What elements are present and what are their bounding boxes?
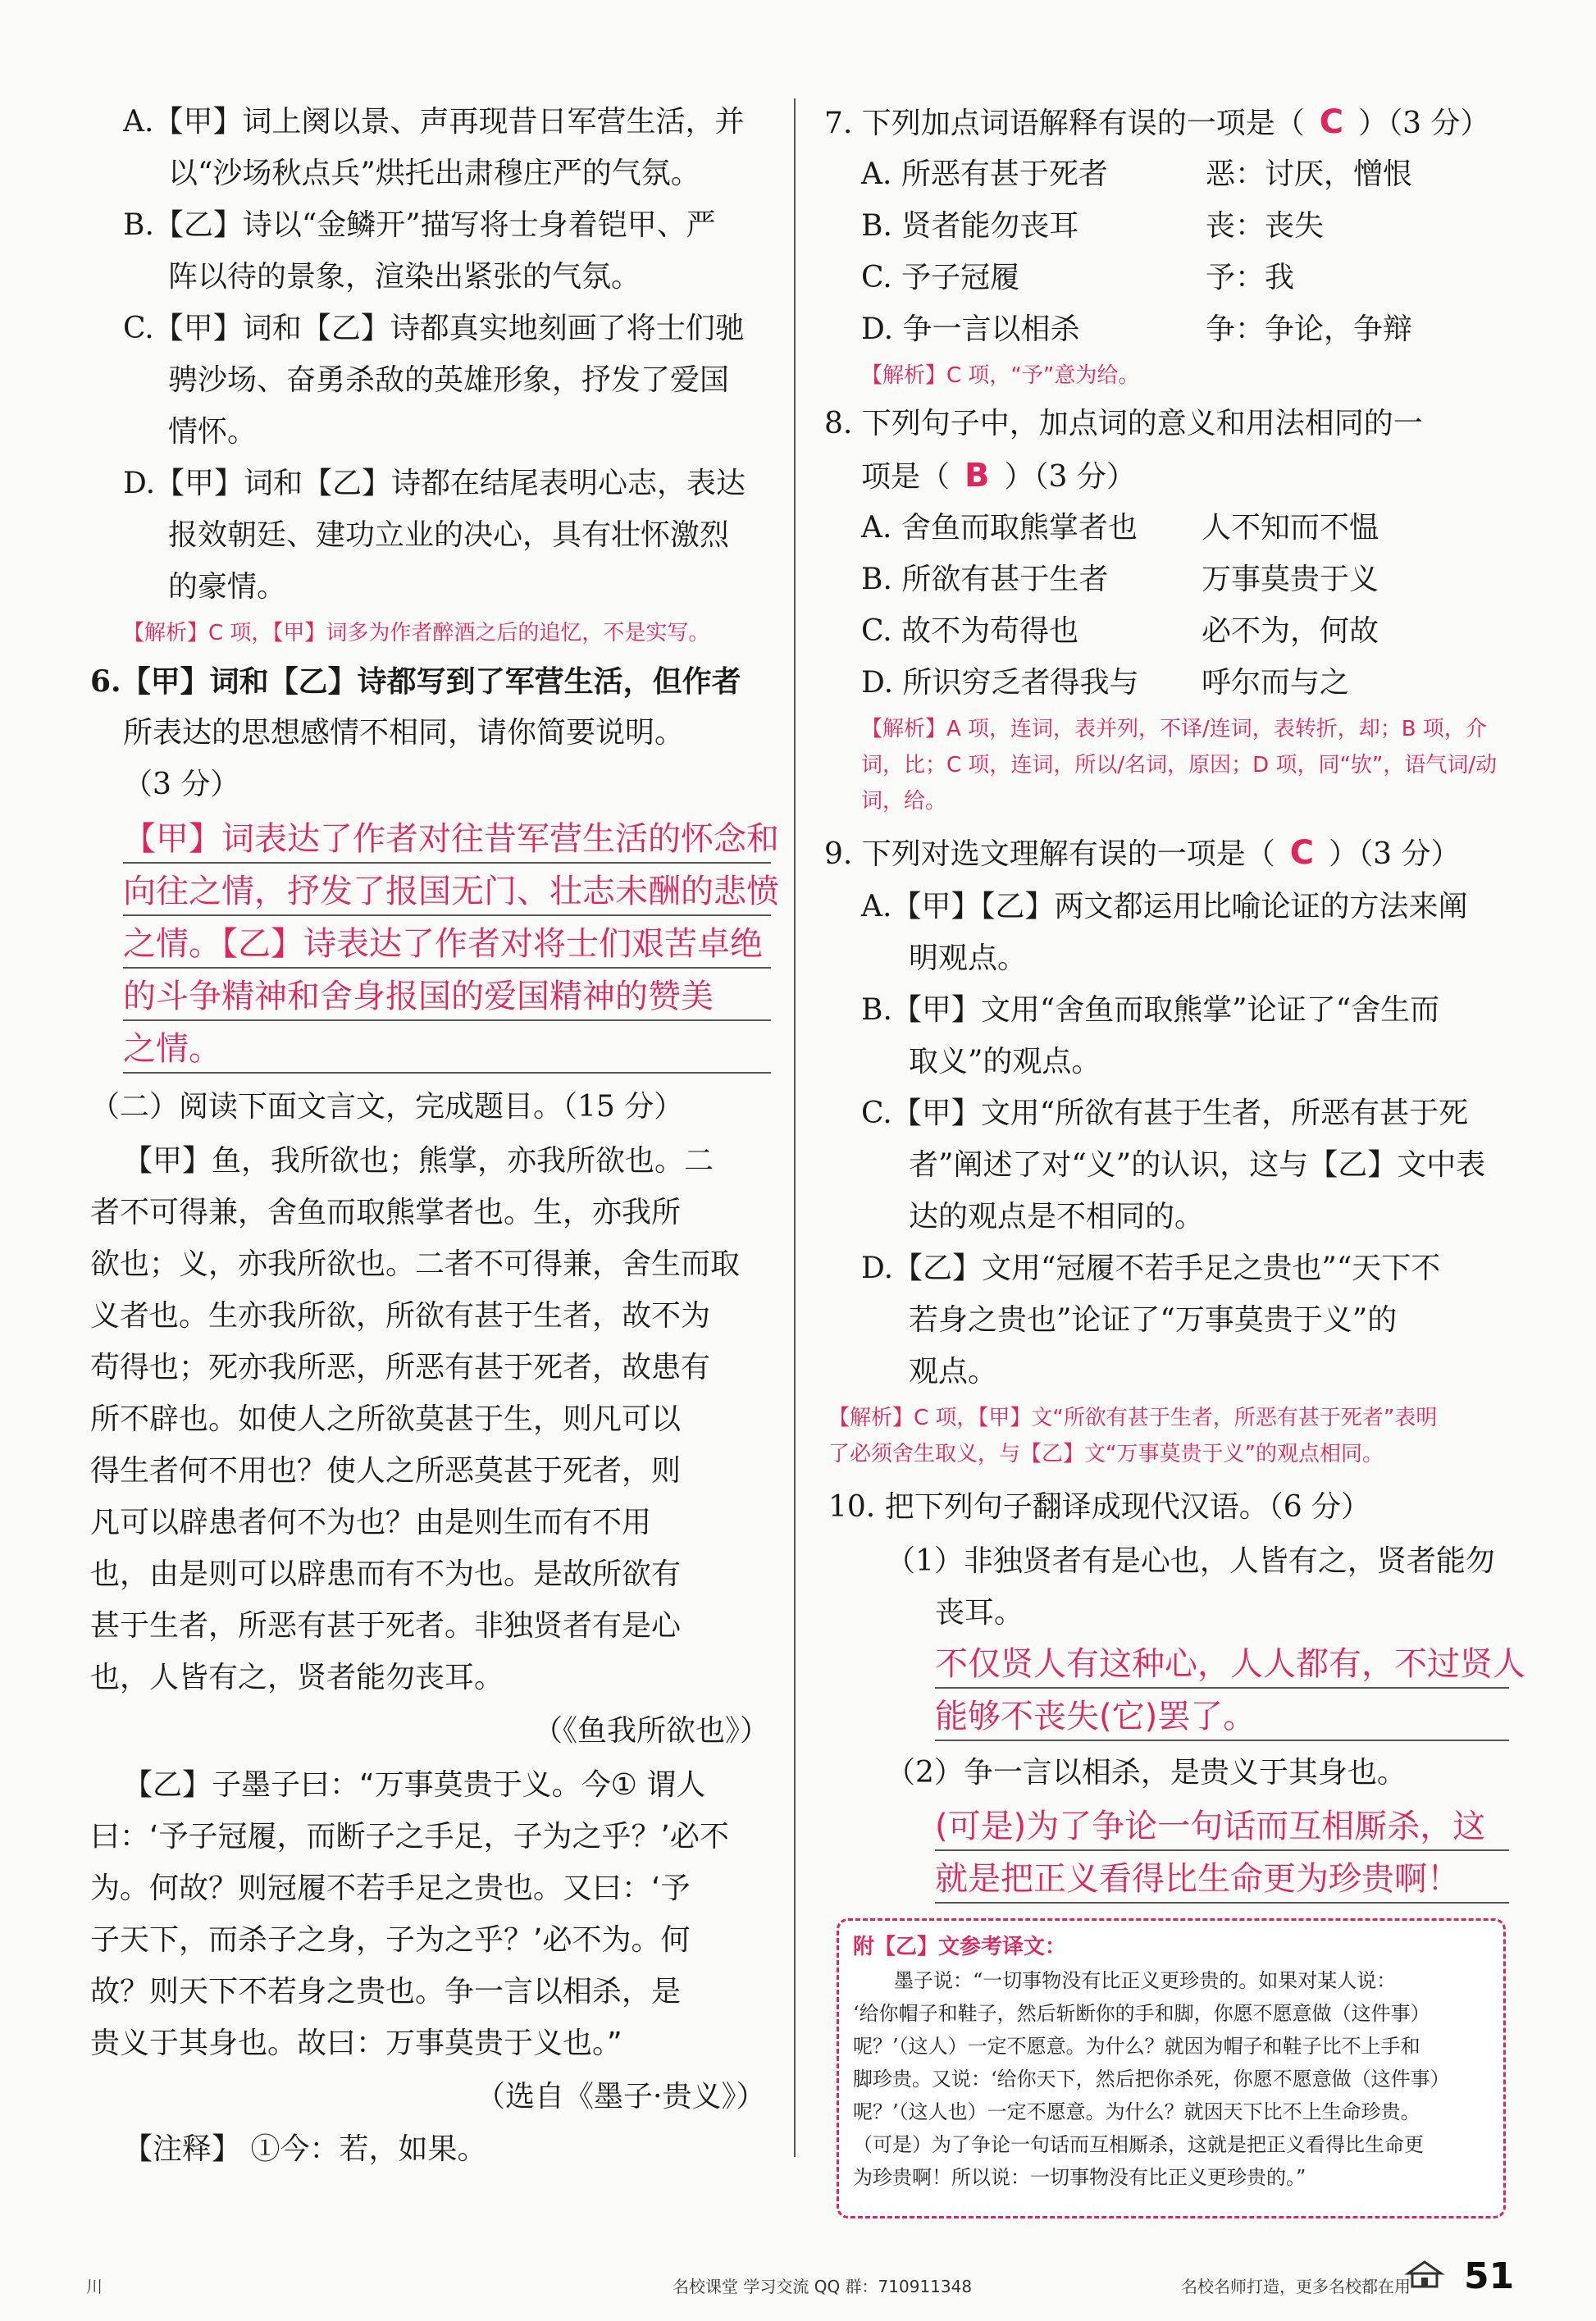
- q10-2-answer: (可是)为了争论一句话而互相厮杀，这: [935, 1808, 1486, 1845]
- q10-1-answer: 不仅贤人有这种心，人人都有，不过贤人: [935, 1645, 1525, 1683]
- school-logo-icon: [1404, 2259, 1445, 2291]
- jia-passage-line: 得生者何不用也？使人之所恶莫甚于死者，则: [90, 1454, 682, 1488]
- q6-answer-line: 的斗争精神和舍身报国的爱国精神的赞美: [123, 978, 714, 1015]
- q8-option-compare: 呼尔而与之: [1202, 666, 1350, 700]
- q7-option: A. 所恶有甚于死者: [861, 157, 1108, 191]
- q7-score: ）（3 分）: [1358, 107, 1490, 140]
- q5-option-line: 以“沙场秋点兵”烘托出肃穆庄严的气氛。: [168, 157, 700, 190]
- jia-passage-line: 者不可得兼，舍鱼而取熊掌者也。生，亦我所: [90, 1196, 682, 1229]
- q8-answer: B: [964, 457, 990, 495]
- jia-passage-line: 义者也。生亦我所欲，所欲有甚于生者，故不为: [90, 1299, 711, 1333]
- jia-passage-line: 也，由是则可以辟患而有不为也。是故所欲有: [90, 1557, 682, 1591]
- q6-answer-underline: [123, 1019, 771, 1021]
- q8-analysis-note: 词，比；C 项，连词，所以/名词，原因；D 项，同“欤”，语气词/动: [861, 753, 1498, 777]
- jia-passage-line: 甚于生者，所恶有甚于死者。非独贤者有是心: [90, 1609, 682, 1643]
- q6-answer-underline: [123, 914, 771, 916]
- q8-analysis-note: 词，给。: [861, 789, 947, 814]
- q5-option-line: 的豪情。: [168, 570, 287, 604]
- q5-option-line: D.【甲】词和【乙】诗都在结尾表明心志，表达: [123, 467, 746, 500]
- q5-option-line: 阵以待的景象，渲染出紧张的气氛。: [168, 260, 641, 294]
- q5-option-line: C.【甲】词和【乙】诗都真实地刻画了将士们驰: [123, 312, 745, 345]
- reference-translation-line: 脚珍贵。又说：‘给你天下，然后把你杀死，你愿不愿意做（这件事）: [853, 2068, 1450, 2091]
- q9-option-line: 明观点。: [909, 942, 1028, 975]
- q10-1-answer: 能够不丧失(它)罢了。: [935, 1698, 1256, 1735]
- q9-option-line: D.【乙】文用“冠履不若手足之贵也”“天下不: [861, 1252, 1441, 1285]
- q7-definition: 恶：讨厌，憎恨: [1206, 157, 1413, 191]
- q5-option-line: 报效朝廷、建功立业的决心，具有壮怀激烈: [168, 518, 730, 552]
- q8-option: B. 所欲有甚于生者: [861, 563, 1109, 596]
- q9-stem-text: 9. 下列对选文理解有误的一项是（: [824, 837, 1275, 871]
- q9-option-line: 达的观点是不相同的。: [909, 1200, 1205, 1233]
- q9-option-line: C.【甲】文用“所欲有甚于生者，所恶有甚于死: [861, 1097, 1469, 1130]
- jia-passage-line: 苟得也；死亦我所恶，所恶有甚于死者，故患有: [90, 1351, 711, 1384]
- q6-answer-underline: [123, 967, 771, 969]
- q9-stem: [824, 828, 1461, 880]
- yi-passage-line: 为。何故？则冠履不若手足之贵也。又曰：‘予: [90, 1872, 691, 1905]
- footer-qq-group: 名校课堂 学习交流 QQ 群：710911348: [673, 2277, 973, 2296]
- footer-region: 川: [86, 2277, 103, 2296]
- yi-passage-line: 故？则天下不若身之贵也。争一言以相杀，是: [90, 1975, 682, 2009]
- q8-score: ）（3 分）: [1004, 460, 1136, 494]
- q6-answer-line: 之情。: [123, 1030, 221, 1068]
- q9-analysis-note: 了必须舍生取义，与【乙】文“万事莫贵于义”的观点相同。: [828, 1442, 1384, 1466]
- yi-passage-line: 贵义于其身也。故曰：万事莫贵于义也。”: [90, 2027, 622, 2060]
- q10-1-sentence: （1）非独贤者有是心也，人皆有之，贤者能勿: [886, 1544, 1495, 1578]
- q6-answer-underline: [123, 862, 771, 864]
- q8-option: D. 所识穷乏者得我与: [861, 666, 1139, 700]
- q5-option-line: 情怀。: [168, 415, 258, 449]
- yi-passage-line: 子天下，而杀子之身，子为之乎？’必不为。何: [90, 1923, 691, 1957]
- q9-answer: C: [1289, 834, 1315, 872]
- q10-1-sentence: 丧耳。: [935, 1596, 1024, 1630]
- q10-2-answer-underline: [935, 1902, 1509, 1904]
- jia-passage-line: 所不辟也。如使人之所欲莫甚于生，则凡可以: [90, 1402, 682, 1436]
- q8-stem: [861, 450, 1136, 503]
- q10-1-answer-underline: [935, 1740, 1509, 1741]
- reference-translation-line: 墨子说：“一切事物没有比正义更珍贵的。如果对某人说：: [894, 1969, 1397, 1992]
- q9-option-line: 观点。: [909, 1355, 998, 1388]
- q8-option-compare: 人不知而不愠: [1202, 511, 1379, 545]
- q7-stem: [824, 97, 1490, 149]
- q6-question-line: 所表达的思想感情不相同，请你简要说明。: [123, 716, 685, 750]
- q8-option-compare: 万事莫贵于义: [1202, 563, 1379, 596]
- q7-stem-text: 7. 下列加点词语解释有误的一项是（: [824, 107, 1305, 140]
- q8-option: A. 舍鱼而取熊掌者也: [861, 511, 1138, 545]
- section-2-heading: （二）阅读下面文言文，完成题目。（15 分）: [90, 1090, 684, 1124]
- column-divider: [794, 98, 796, 2157]
- jia-passage-line: 凡可以辟患者何不为也？由是则生而有不用: [90, 1506, 652, 1539]
- q7-definition: 予：我: [1206, 261, 1295, 294]
- reference-translation-line: 为珍贵啊！所以说：一切事物没有比正义更珍贵的。”: [853, 2166, 1306, 2189]
- q5-option-line: 骋沙场、奋勇杀敌的英雄形象，抒发了爱国: [168, 363, 730, 397]
- reference-translation-line: 呢？’（这人也）一定不愿意。为什么？就因天下比不上生命珍贵。: [853, 2100, 1420, 2123]
- q7-analysis-note: 【解析】C 项，“予”意为给。: [861, 363, 1140, 388]
- q8-stem-line: 8. 下列句子中，加点词的意义和用法相同的一: [824, 407, 1423, 440]
- q7-option: C. 予子冠履: [861, 261, 1020, 294]
- jia-passage-line: 欲也；义，亦我所欲也。二者不可得兼，舍生而取: [90, 1247, 741, 1281]
- q6-question-line: （3 分）: [123, 768, 240, 801]
- q7-definition: 丧：丧失: [1206, 209, 1325, 243]
- reference-translation-line: ‘给你帽子和鞋子，然后斩断你的手和脚，你愿不愿意做（这件事）: [853, 2002, 1430, 2025]
- footer-slogan: 名校名师打造，更多名校都在用: [1181, 2277, 1411, 2296]
- yi-passage-line: 【乙】子墨子曰：“万事莫贵于义。今① 谓人: [123, 1768, 706, 1802]
- q7-option: B. 贤者能勿丧耳: [861, 209, 1079, 243]
- q9-option-line: 若身之贵也”论证了“万事莫贵于义”的: [909, 1303, 1398, 1337]
- reference-translation-line: （可是）为了争论一句话而互相厮杀，这就是把正义看得比生命更: [853, 2133, 1424, 2156]
- q9-score: ）（3 分）: [1329, 837, 1461, 871]
- annotation: 【注释】 ①今：若，如果。: [123, 2132, 487, 2166]
- q9-option-line: 者”阐述了对“义”的认识，这与【乙】文中表: [909, 1148, 1486, 1182]
- q9-option-line: B.【甲】文用“舍鱼而取熊掌”论证了“舍生而: [861, 993, 1440, 1027]
- q8-analysis-note: 【解析】A 项，连词，表并列，不译/连词，表转折，却；B 项，介: [861, 717, 1487, 741]
- reference-translation-line: 呢？’（这人）一定不愿意。为什么？就因为帽子和鞋子比不上手和: [853, 2035, 1420, 2058]
- yi-passage-line: 曰：‘予子冠履，而断子之手足，子为之乎？’必不: [90, 1820, 729, 1854]
- q10-stem: 10. 把下列句子翻译成现代汉语。（6 分）: [828, 1490, 1371, 1524]
- q10-2-answer: 就是把正义看得比生命更为珍贵啊！: [935, 1860, 1460, 1898]
- q8-option-compare: 必不为，何故: [1202, 614, 1379, 648]
- q6-question-line: 6.【甲】词和【乙】诗都写到了军营生活，但作者: [90, 664, 741, 699]
- q6-answer-line: 之情。【乙】诗表达了作者对将士们艰苦卓绝: [123, 925, 763, 963]
- q6-answer-underline: [123, 1072, 771, 1074]
- q8-stem-text: 项是（: [861, 460, 951, 494]
- jia-passage-line: 【甲】鱼，我所欲也；熊掌，亦我所欲也。二: [123, 1144, 714, 1178]
- q10-1-answer-underline: [935, 1687, 1509, 1689]
- q9-analysis-note: 【解析】C 项，【甲】文“所欲有甚于生者，所恶有甚于死者”表明: [828, 1406, 1438, 1430]
- q10-2-sentence: （2）争一言以相杀，是贵义于其身也。: [886, 1756, 1407, 1790]
- jia-passage-line: 也，人皆有之，贤者能勿丧耳。: [90, 1661, 504, 1694]
- q9-option-line: 取义”的观点。: [909, 1045, 1101, 1078]
- jia-source: （《鱼我所欲也》）: [533, 1714, 770, 1748]
- yi-source: （选自《墨子·贵义》）: [476, 2080, 766, 2114]
- q7-definition: 争：争论，争辩: [1206, 312, 1413, 346]
- q7-answer: C: [1319, 103, 1344, 141]
- q5-analysis-note: 【解析】C 项，【甲】词多为作者醉酒之后的追忆，不是实写。: [123, 621, 710, 645]
- q6-answer-line: 【甲】词表达了作者对往昔军营生活的怀念和: [123, 820, 779, 858]
- q5-option-line: B.【乙】诗以“金鳞开”描写将士身着铠甲、严: [123, 208, 716, 242]
- q10-2-answer-underline: [935, 1849, 1509, 1851]
- q7-option: D. 争一言以相杀: [861, 312, 1080, 346]
- reference-translation-title: 附【乙】文参考译文：: [853, 1935, 1067, 1959]
- q9-option-line: A.【甲】【乙】两文都运用比喻论证的方法来阐: [861, 890, 1468, 923]
- page-number: 51: [1464, 2255, 1515, 2297]
- q5-option-line: A.【甲】词上阕以景、声再现昔日军营生活，并: [123, 105, 745, 139]
- q6-answer-line: 向往之情，抒发了报国无门、壮志未酬的悲愤: [123, 873, 779, 910]
- q8-option: C. 故不为苟得也: [861, 614, 1079, 648]
